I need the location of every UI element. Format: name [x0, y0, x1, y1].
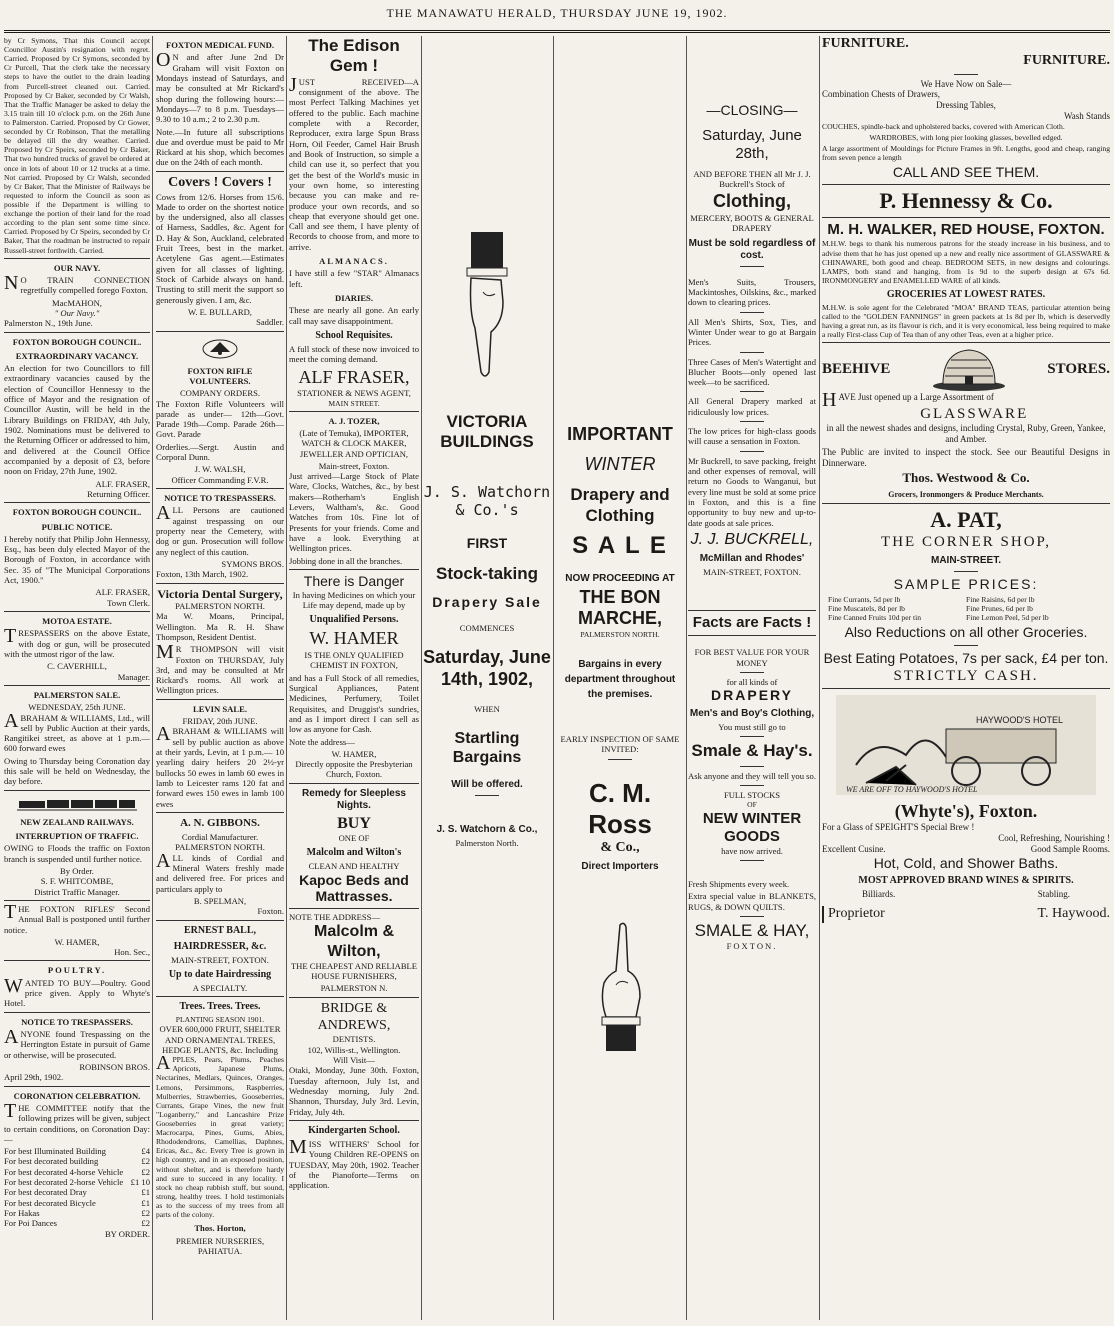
rifles-ball-sign: W. HAMER, — [54, 936, 100, 947]
navy-text: NO TRAIN CONNECTION regretfully compelled forego Foxton. — [4, 271, 150, 296]
baths: Hot, Cold, and Shower Baths. — [873, 854, 1059, 871]
coronation-heading: CORONATION CELEBRATION. — [13, 1090, 141, 1101]
navy-sign: MacMAHON, — [52, 297, 102, 308]
rifles-ball-text: THE FOXTON RIFLES' Second Annual Ball is postponed until further notice. — [4, 900, 150, 935]
prize-row — [4, 1187, 150, 1197]
prize-row — [4, 1167, 150, 1177]
poultry-text: WANTED TO BUY—Poultry. Good price given. Apply to Whyte's Hotel. — [4, 974, 150, 1009]
almanacs-heading: ALMANACS. — [319, 256, 389, 267]
bargains: Bargains in every department throughout the premises. — [564, 659, 676, 701]
poultry-heading: POULTRY. — [47, 965, 107, 976]
couches: COUCHES, spindle-back and upholstered backs, covered with American Cloth. — [822, 121, 1065, 131]
cuisine-row — [822, 844, 1110, 855]
fraser-heading: ALF FRASER, — [298, 366, 410, 387]
rifle-role: Officer Commanding F.V.R. — [171, 474, 269, 485]
cuisine: Excellent Cusine. — [822, 843, 886, 854]
railways-sub: INTERRUPTION OF TRAFFIC. — [15, 831, 139, 841]
column-7 — [822, 36, 1110, 1320]
sample-prices: SAMPLE PRICES: — [893, 575, 1039, 592]
column-rule — [819, 36, 820, 1320]
navy-heading: OUR NAVY. — [53, 262, 101, 273]
railways-role: District Traffic Manager. — [34, 886, 120, 897]
bridge-will: Will Visit— — [333, 1055, 375, 1065]
edison-heading: The Edison Gem ! — [308, 36, 400, 76]
walker-text: M.H.W. begs to thank his numerous patrons for the steady increase in his business, and to advise them that he has just opened up a new and really nice assortment of GLASSWARE & CHINAWARE, both good and cheap. BEDROOM SETS, in new designs and colourings. LAMPS, both stand and hanging, from 1s 9d to the superb design at 67s 6d. IRONMONGERY and ENAMELLED WARE of all kinds. — [822, 239, 1110, 285]
school-text: A full stock of these now invoiced to meet the coming demand. — [289, 343, 419, 365]
prize-label: For best decorated building — [4, 1156, 99, 1167]
column-rule — [286, 36, 287, 1320]
important: IMPORTANT — [567, 424, 673, 444]
vacancy-sign: ALF. FRASER, — [95, 478, 150, 489]
school-heading: School Requisites. — [315, 329, 393, 341]
pat: A. PAT, — [930, 506, 1002, 532]
buckrell: J. J. BUCKRELL, — [690, 530, 814, 548]
prize-row — [4, 1208, 150, 1218]
coach-illustration — [836, 695, 1096, 795]
motoa-heading: MOTOA ESTATE. — [42, 616, 112, 626]
train-icon — [17, 797, 137, 811]
bon-marche: THE BON MARCHE, — [578, 586, 662, 629]
prize-label: For best decorated Dray — [4, 1187, 87, 1198]
hamer-sign: W. HAMER, — [331, 748, 377, 759]
ask-anyone: Ask anyone and they will tell you so. — [688, 770, 816, 781]
masthead-rule — [4, 30, 1110, 33]
railways-heading: NEW ZEALAND RAILWAYS. — [20, 816, 134, 827]
prize-list — [4, 1146, 150, 1229]
wines: MOST APPROVED BRAND WINES & SPIRITS. — [858, 875, 1074, 887]
vacancy-role: Returning Officer. — [87, 488, 150, 499]
groceries-heading: GROCERIES AT LOWEST RATES. — [886, 288, 1046, 300]
buy-mw: Malcolm and Wilton's — [306, 847, 402, 859]
fraser-sub: STATIONER & NEWS AGENT, — [297, 388, 411, 399]
mens-boys: Men's and Boy's Clothing, — [689, 708, 815, 720]
prize-label: For best Illuminated Building — [4, 1146, 106, 1157]
mouldings: A large assortment of Mouldings for Picture Frames in 9ft. Lengths, good and cheap, ranging from seven pence a length — [822, 144, 1110, 163]
covers-heading: Covers ! Covers ! — [168, 174, 272, 190]
startling-bargains: Startling Bargains — [452, 729, 522, 766]
column-rule — [686, 36, 687, 1320]
smale-hay: Smale & Hay's. — [691, 741, 813, 761]
motoa-text: TRESPASSERS on the above Estate, with dog or gun, will be prosecuted with the utmost rigor of the law. — [4, 625, 150, 659]
watchorn: J. S. Watchorn — [423, 482, 551, 501]
railways-sign: S. F. WHITCOMBE, — [40, 876, 114, 887]
coach-banner: HAYWOOD'S HOTEL — [976, 714, 1064, 725]
now-proceeding: NOW PROCEEDING AT — [565, 572, 675, 584]
trespass-heading: NOTICE TO TRESPASSERS. — [21, 1016, 133, 1027]
mcmillan: McMillan and Rhodes' — [699, 553, 805, 565]
public-notice-heading: PUBLIC NOTICE. — [41, 521, 113, 532]
trees-season: PLANTING SEASON 1901. — [175, 1015, 265, 1025]
rifle-volunteers-heading: FOXTON RIFLE VOLUNTEERS. — [187, 365, 253, 386]
borough-heading-2: FOXTON BOROUGH COUNCIL. — [12, 507, 142, 518]
low-prices: The low prices for high-class goods will cause a sensation in Foxton. — [688, 426, 816, 447]
watchorn-2: & Co.'s — [455, 500, 519, 519]
wash-stands: Wash Stands — [1063, 110, 1110, 121]
palmerston-sale-text: ABRAHAM & WILLIAMS, Ltd., will sell by Public Auction at their yards, Rangitikei street, as above at 1 p.m.— 600 forward ewes — [4, 709, 150, 754]
gibbons-sign: B. SPELMAN, — [193, 895, 247, 906]
prize-row — [4, 1177, 150, 1187]
palmerston-sale-heading: PALMERSTON SALE. — [33, 689, 121, 700]
prize-row — [4, 1218, 150, 1228]
rifle-sign: J. W. WALSH, — [194, 464, 246, 475]
rifle-text: The Foxton Rifle Volunteers will parade as under— 12th—Govt. Parade 19th—Comp. Parade 26th—Govt. Parade — [156, 398, 284, 440]
borough-heading: FOXTON BOROUGH COUNCIL. — [12, 336, 142, 347]
drapery: DRAPERY — [711, 687, 793, 704]
danger-heading: There is Danger — [303, 572, 405, 589]
haywood: T. Haywood. — [1037, 906, 1110, 922]
ross: C. M. Ross — [588, 777, 652, 839]
tozer-address: Main-street, Foxton. — [318, 460, 390, 471]
vacancy-text: An election for two Councillors to fill extraordinary vacancies caused by the election of Councillor Hennessy to the office of Mayor and the resignation of Councillor Austin, will be held in the Library Buildings on FRIDAY, 4th July, 1902. Nominations must be delivered to the Returning Officer or addressed to him, and delivered at the Council Office accompanied by a deposit of £3, before noon on Friday, 27th June, 1902. — [4, 363, 150, 477]
stock-taking: Stock-taking — [435, 563, 539, 583]
medical-heading: FOXTON MEDICAL FUND. — [166, 40, 274, 50]
new-winter-goods: NEW WINTER GOODS — [702, 809, 802, 845]
whytes: (Whyte's), Foxton. — [894, 800, 1038, 821]
public-notice-role: Town Clerk. — [107, 597, 150, 608]
prize-label: For Poi Dances — [4, 1218, 57, 1229]
trees-sub: OVER 600,000 FRUIT, SHELTER AND ORNAMENTAL TREES, HEDGE PLANTS, &c. Including — [159, 1024, 281, 1055]
sample-price: Fine Lemon Peel, 5d per lb — [966, 612, 1049, 622]
rifles-ball-role: Hon. Sec., — [114, 947, 150, 958]
buy-heading: BUY — [337, 814, 371, 832]
bridge-heading: BRIDGE & ANDREWS, — [317, 1000, 391, 1033]
hamer-text: and has a Full Stock of all remedies, Surgical Appliances, Patent Medicines, Perfumery, Toilet Requisites, and Druggist's sundries, and as I import direct I can sell as low as anyone for Cash. — [289, 672, 419, 735]
main-street: MAIN-STREET. — [931, 554, 1001, 566]
prize-label: For best decorated 2-horse Vehicle — [4, 1177, 124, 1188]
prize-row — [4, 1146, 150, 1156]
chests: Combination Chests of Drawers, — [822, 89, 940, 100]
palmerston-sale-date: WEDNESDAY, 25th JUNE. — [28, 702, 126, 713]
column-4 — [423, 36, 551, 1320]
diaries-heading: DIARIES. — [335, 293, 373, 304]
speights: For a Glass of SPEIGHT'S Special Brew ! — [822, 822, 975, 833]
closing-date: Saturday, June 28th, — [702, 126, 802, 162]
almanacs-text: I have still a few "STAR" Almanacs left. — [289, 268, 419, 289]
column-2 — [156, 36, 284, 1320]
hamer-address: Directly opposite the Presbyterian Church, Foxton. — [295, 759, 413, 780]
rifle-orderlies: Orderlies.—Sergt. Austin and Corporal Dunn. — [156, 441, 284, 463]
mercery: MERCERY, BOOTS & GENERAL DRAPERY — [690, 213, 814, 234]
column-1 — [4, 36, 150, 1320]
fraser-address: MAIN STREET. — [328, 398, 380, 408]
dental-heading: Victoria Dental Surgery, — [157, 586, 283, 601]
trespass-date-2: Foxton, 13th March, 1902. — [156, 569, 249, 580]
prize-label: For Hakas — [4, 1208, 40, 1218]
bridge-text: Otaki, Monday, June 30th. Foxton, Tuesday afternoon, July 1st, and Wednesday morning, July 2nd. Shannon, Thursday, July 3rd. Levin, Friday, July 4th. — [289, 1065, 419, 1117]
mw-address: PALMERSTON N. — [320, 983, 388, 994]
shirts: All Men's Shirts, Sox, Ties, and Winter Under wear to go at Bargain Prices. — [688, 316, 816, 348]
regardless: Must be sold regardless of cost. — [688, 237, 816, 261]
column-3 — [289, 36, 419, 1320]
levin-date: FRIDAY, 20th JUNE. — [182, 716, 258, 727]
coronation-text: THE COMMITTEE notify that the following prizes will be given, subject to certain conditions, on Coronation Day:— — [4, 1099, 150, 1144]
drapery-sale: Drapery Sale — [432, 593, 542, 610]
dental-text: Ma W. Moans, Principal, Wellington. Ma R. H. Shaw Thompson, Resident Dentist. — [156, 611, 284, 642]
hamer-note: Note the address— — [289, 736, 355, 747]
wardrobes: WARDROBES, with long pier looking glasses, bevelled edged. — [869, 132, 1063, 142]
buy-note: NOTE THE ADDRESS— — [289, 912, 381, 923]
moa-text: M.H.W. is sole agent for the Celebrated "MOA" BRAND TEAS, particular attention being called to the "GOLDEN FANNINGS" in green packets at 1s 8d per lb, which is deservedly having a great run, as its flavour is rich, and it is very economical, less being required to make a really First-class Cup of Tea than of any other Teas, even at a higher price. — [822, 302, 1110, 340]
shades: in all the newest shades and designs, including Crystal, Ruby, Green, Yankee, and Amber. — [826, 423, 1106, 444]
mw-sub: THE CHEAPEST AND RELIABLE HOUSE FURNISHERS, — [290, 960, 418, 982]
ball-address: MAIN-STREET, FOXTON. — [171, 954, 269, 965]
general: All General Drapery marked at ridiculously low prices. — [688, 396, 816, 417]
price-grid — [822, 593, 1110, 624]
tozer-heading: A. J. TOZER, — [328, 415, 380, 426]
medical-note: Note.—In future all subscriptions due and overdue must be paid to Mr Rickard at his shop, which becomes due on the 24th of each month. — [156, 126, 284, 168]
still-go: You must still go to — [718, 722, 786, 733]
ball-heading: ERNEST BALL, — [183, 924, 257, 936]
ball-tag: Up to date Hairdressing — [168, 968, 272, 980]
mcmillan-address: MAIN-STREET, FOXTON. — [703, 567, 801, 578]
trespass-text-2: ALL Persons are cautioned against trespassing on our property near the Cemetery, with dog or gun. Prosecution will follow any neglect of this caution. — [156, 502, 284, 557]
bon-place: PALMERSTON NORTH. — [580, 629, 660, 639]
public-notice-text: I hereby notify that Philip John Hennessy, Esq., has been duly elected Mayor of the Borough of Foxton, in accordance with Sec. 35 of "The Municipal Corporations Act, 1900." — [4, 533, 150, 586]
palmerston-sale-note: Owing to Thursday being Coronation day this sale will be held on Wednesday, the day before. — [4, 755, 150, 787]
stabling: Stabling. — [1037, 889, 1070, 900]
cool: Cool, Refreshing, Nourishing ! — [998, 833, 1110, 844]
buy-kapoc: Kapoc Beds and Mattrasses. — [299, 871, 409, 905]
dental-sub: PALMERSTON NORTH. — [175, 600, 265, 611]
boots: Three Cases of Men's Watertight and Blucher Boots—only opened last week—to be sacrificed. — [688, 356, 816, 388]
bridge-address: 102, Willis-st., Wellington. — [307, 1044, 401, 1055]
crest-icon — [200, 338, 240, 360]
have-arrived: have now arrived. — [721, 845, 783, 856]
buckrell-text: Mr Buckrell, to save packing, freight and other expenses of removal, will return no Goods to Wanganui, but every line must be sold at some price in Foxton, and this is a fine opportunity to buy new and up-to-date goods at sale prices. — [688, 455, 816, 528]
prize-value: £2 — [141, 1156, 150, 1167]
when: WHEN — [474, 704, 500, 715]
potatoes: Best Eating Potatoes, 7s per sack, £4 per ton. — [823, 649, 1109, 666]
dressing-tables: Dressing Tables, — [936, 100, 996, 111]
commences: COMMENCES — [459, 622, 515, 633]
prize-value: £1 10 — [130, 1177, 150, 1188]
levin-heading: LEVIN SALE. — [193, 703, 247, 714]
watchorn-sign: J. S. Watchorn & Co., — [436, 823, 538, 835]
closing: —CLOSING— — [706, 102, 798, 118]
prize-value: £1 — [141, 1187, 150, 1198]
direct-importers: Direct Importers — [581, 860, 659, 872]
beehive-row — [822, 346, 1110, 392]
furniture-2: FURNITURE. — [1023, 52, 1110, 68]
medical-text: ON and after June 2nd Dr Graham will visit Foxton on Mondays instead of Saturdays, and may be consulted at Mr Rickard's shop during the following hours:— Mondays—7 to 8 p.m. Tuesdays—9.30 to 10 a.m.; 2 to 2.30 p.m. — [156, 49, 284, 125]
westwood: Thos. Westwood & Co. — [902, 470, 1030, 486]
prize-value: £2 — [141, 1218, 150, 1229]
smale-foxton: FOXTON. — [726, 941, 778, 952]
sale-date: Saturday, June 14th, 1902, — [423, 647, 551, 689]
danger-sub: Unqualified Persons. — [309, 614, 399, 626]
smale-hay-2: SMALE & HAY, — [694, 920, 810, 940]
ball-sub: HAIRDRESSER, &c. — [173, 940, 267, 952]
sale: S A L E — [572, 531, 668, 559]
prize-label: For best decorated Bicycle — [4, 1197, 96, 1208]
gibbons-heading: A. N. GIBBONS. — [180, 816, 260, 829]
tozer-jobbing: Jobbing done in all the branches. — [289, 555, 403, 566]
navy-date: Palmerston N., 19th June. — [4, 318, 93, 329]
pointing-hand-up-icon — [590, 921, 650, 1051]
kindergarten-heading: Kindergarten School. — [308, 1124, 400, 1136]
covers-role: Saddler. — [256, 317, 284, 328]
will-be-offered: Will be offered. — [451, 778, 523, 790]
strictly-cash: STRICTLY CASH. — [893, 667, 1039, 684]
grocers: Grocers, Ironmongers & Produce Merchants. — [888, 489, 1044, 499]
trespass-sign-2: SYMONS BROS. — [221, 558, 284, 569]
prize-row — [4, 1198, 150, 1208]
prize-value: £4 — [141, 1146, 150, 1157]
ball-specialty: A SPECIALTY. — [192, 982, 248, 993]
trees-place: PAHIATUA. — [197, 1245, 243, 1256]
column-5 — [556, 36, 684, 1320]
hamer-heading: W. HAMER — [309, 628, 399, 649]
trees-heading: Trees. Trees. Trees. — [179, 1001, 261, 1013]
beehive: BEEHIVE — [822, 361, 891, 378]
billiards-row — [822, 889, 1110, 900]
gibbons-sub: Cordial Manufacturer. PALMERSTON NORTH. — [175, 832, 265, 853]
public-invited: The Public are invited to inspect the stock. See our Beautiful Designs in Dinnerware. — [822, 446, 1110, 468]
ross-2: & Co., — [600, 840, 640, 856]
best-value: FOR BEST VALUE FOR YOUR MONEY — [694, 647, 810, 668]
masthead: THE MANAWATU HERALD, THURSDAY JUNE 19, 1902. — [386, 6, 728, 20]
have-opened: HAVE Just opened up a Large Assortment of — [822, 389, 994, 412]
victoria-buildings: VICTORIA BUILDINGS — [440, 412, 534, 452]
billiards: Billiards. — [862, 889, 896, 900]
coach-caption: WE ARE OFF TO HAYWOOD'S HOTEL — [846, 784, 978, 794]
mw-heading: Malcolm & Wilton, — [313, 923, 394, 960]
first: FIRST — [466, 534, 508, 551]
edison-text: JUST RECEIVED—A consignment of the above. The most Perfect Talking Machines yet offered to the public. Each machine complete with a Recorder, Reproducer, extra large Spun Brass Horn, Oil Feeder, Camel Hair Brush and Book of Instruction, so simple a child can use it, so perfect that you get the best of the World's music in your own home, so interesting because you can make and re-produce your own records, and so cheap that everyone should get one. Call and see them, I have plenty of Records to choose from, and more to arrive. — [289, 73, 419, 252]
tozer-sub: (Late of Temuka), IMPORTER, WATCH & CLOCK MAKER, JEWELLER AND OPTICIAN, — [299, 427, 409, 459]
suits: Men's Suits, Trousers, Mackintoshes, Oilskins, &c., marked down to clearing prices. — [688, 276, 816, 308]
gibbons-role: Foxton. — [257, 906, 284, 917]
kindergarten-text: MISS WITHERS' School for Young Children RE-OPENS on TUESDAY, May 20th, 1902. Teacher of the Pianoforte—Terms on application. — [289, 1135, 419, 1191]
prize-value: £1 — [141, 1197, 150, 1208]
covers-text: Cows from 12/6. Horses from 15/6. Made to order on the shortest notice by the undersigned, also all classes of Harness, Saddles, &c. Agent for D. Hay & Son, Auckland, celebrated Fruit Trees, best in the market. Acetylene Gas agent.—Estimates given for all classes of lighting. Stock of Carbide always on hand. Trusting to still merit the support so generously given. I am, &c. — [156, 191, 284, 305]
on-sale: We Have Now on Sale— — [920, 78, 1012, 89]
coronation-by: BY ORDER. — [104, 1228, 150, 1239]
column-rule — [553, 36, 554, 1320]
trespass-sign: ROBINSON BROS. — [79, 1061, 150, 1072]
dental-visit: MR THOMPSON will visit Foxton on THURSDAY, July 3rd, and may be consulted at Mr Rickard's rooms. All work at Wellington prices. — [156, 641, 284, 696]
trees-text: APPLES, Pears, Plums, Peaches Apricots, Japanese Plums, Nectarines, Medlars, Quinces, Oranges, Lemons, Persimmons, Raspberries, Mulberries, Strawberries, Gooseberries, Currants, Grape Vines, the new fruit "Loganberry," and Lancashire Prize Gooseberries in great variety; Macrocarpa, Pines, Gums, Abies, Rhododendrons, Camellias, Daphnes, Ericas, &c., &c. Every Tree is grown in high country, and in an exposed position, without shelter, and is therefore hardy and sure to succeed in any locality. I stock no cheap rubbish stuff, but sound, strong, healthy trees. I hold testimonials as to the success of my trees from all parts of the colony. — [156, 1052, 284, 1220]
clothing: Clothing, — [713, 191, 791, 212]
prize-value: £2 — [141, 1166, 150, 1177]
full-stocks: FULL STOCKS — [723, 790, 781, 801]
navy-sign2: " Our Navy." — [54, 307, 100, 318]
company-orders: COMPANY ORDERS. — [179, 388, 261, 399]
council-minutes: by Cr Symons, That this Council accept Councillor Austin's resignation with regret. Carried. Proposed by Cr Symons, seconded by Cr Purcell, That the clerk take the necessary steps to have the outlet to the drain leading from Purcell-street cleaned out. Carried. Proposed by Cr Baker, seconded by Cr Walsh, That the Traffic Manager be asked to delay the 3.15 train till 10 o'clock p.m. on the 26th June to Palmerston. Carried. Proposed by Cr Gower, seconded by Cr Robinson, That the metalling be delayed till the dry weather. Carried. Proposed by Cr Speirs, seconded by Cr Baker, That two hundred trucks of gravel be ordered at once in lots of about 10 or 12 trucks at a time. Not carried. Proposed by Cr Walsh, seconded by Cr Baker, That the Minister of Railways be requested to inform the Council as soon as possible if the Department is willing to exchange the portion of their land for the road according to the plan sent some time since. Carried. Proposed by Cr Speirs, seconded by Cr Baker, That the roadman be instructed to repair Russell-street forthwith. Carried. — [4, 36, 150, 255]
walker-heading: M. H. WALKER, RED HOUSE, FOXTON. — [827, 221, 1105, 239]
public-notice-sign: ALF. FRASER, — [95, 587, 150, 598]
prize-label: For best decorated 4-horse Vehicle — [4, 1166, 124, 1177]
motoa-sign: C. CAVERHILL, — [47, 661, 107, 672]
prize-value: £2 — [141, 1208, 150, 1218]
drapery-clothing: Drapery and Clothing — [570, 485, 670, 525]
levin-text: ABRAHAM & WILLIAMS will sell by public auction as above at their yards, Levin, at 1 p.m.— 10 yearling dairy heifers 20 2½-yr bullocks 50 ewes in lamb 60 ewes in lamb to Leicester rams 120 fat and forward ewes 150 ewes in lamb 100 ewes — [156, 723, 284, 809]
column-rule — [152, 36, 153, 1320]
facts: Facts are Facts ! — [692, 614, 812, 632]
trees-role: PREMIER NURSERIES, — [175, 1235, 265, 1246]
proprietor: Proprietor — [828, 906, 885, 922]
tozer-text: Just arrived—Large Stock of Plate Ware, Clocks, Watches, &c., by best makers—Rotherham's English Levers, Waltham's, &c. Good Watches from 10s. Fine lot of Presents for your friends. Come and have a look. Everything at Wellington prices. — [289, 471, 419, 554]
fresh-shipments: Fresh Shipments every week. — [688, 878, 790, 889]
column-rule — [421, 36, 422, 1320]
motoa-role: Manager. — [117, 671, 150, 682]
remedy-heading: Remedy for Sleepless Nights. — [302, 787, 406, 811]
railways-text: OWING to Floods the traffic on Foxton branch is suspended until further notice. — [4, 843, 150, 864]
hamer-sub: IS THE ONLY QUALIFIED CHEMIST IN FOXTON, — [304, 650, 404, 671]
gibbons-text: ALL kinds of Cordial and Mineral Waters freshly made and delivered free. For prices and particulars apply to — [156, 849, 284, 894]
glassware: GLASSWARE — [920, 406, 1029, 423]
of: OF — [747, 800, 757, 810]
covers-sign: W. E. BULLARD, — [188, 306, 252, 317]
prize-row — [4, 1156, 150, 1166]
beehive-icon — [929, 346, 1009, 392]
trees-sign: Thos. Horton, — [194, 1223, 246, 1234]
trespass-heading-2: NOTICE TO TRESPASSERS. — [164, 493, 276, 504]
pointing-hand-icon — [457, 232, 517, 382]
corner-shop: THE CORNER SHOP, — [881, 533, 1051, 550]
call-and-see: CALL AND SEE THEM. — [892, 164, 1040, 181]
furniture-1: FURNITURE. — [822, 36, 909, 51]
trespass-text: ANYONE found Trespassing on the Herrington Estate in pursuit of Game or otherwise, will be prosecuted. — [4, 1026, 150, 1060]
danger-text: In having Medicines on which your Life may depend, made up by — [292, 589, 416, 611]
buy-sub: ONE OF — [338, 832, 370, 843]
before-text: AND BEFORE THEN all Mr J. J. Buckrell's Stock of — [693, 168, 811, 190]
watchorn-place: Palmerston North. — [455, 837, 519, 848]
column-6 — [688, 36, 816, 1320]
trespass-date: April 29th, 1902. — [4, 1072, 64, 1083]
sample-rooms: Good Sample Rooms. — [1030, 843, 1110, 854]
bridge-sub: DENTISTS. — [332, 1034, 376, 1045]
sample-price: Fine Currants, 5d per lb — [828, 594, 901, 604]
all-kinds: for all kinds of — [726, 677, 778, 688]
inspection: EARLY INSPECTION OF SAME INVITED: — [560, 734, 680, 755]
hennessy: P. Hennessy & Co. — [879, 188, 1053, 214]
extra-special: Extra special value in BLANKETS, RUGS, & DOWN QUILTS. — [688, 891, 816, 912]
sample-price: Fine Muscatels, 8d per lb — [828, 603, 905, 613]
sample-price: Fine Raisins, 6d per lb — [966, 594, 1035, 604]
sample-price: Fine Canned Fruits 10d per tin — [828, 612, 922, 622]
railways-by: By Order. — [60, 865, 94, 876]
reductions: Also Reductions on all other Groceries. — [844, 624, 1088, 641]
vacancy-heading: EXTRAORDINARY VACANCY. — [15, 350, 139, 361]
proprietor-row — [822, 906, 1110, 923]
winter: WINTER — [584, 453, 656, 474]
buy-clean: CLEAN AND HEALTHY — [308, 861, 400, 872]
sample-price: Fine Prunes, 6d per lb — [966, 603, 1033, 613]
diaries-text: These are nearly all gone. An early call may save disappointment. — [289, 305, 419, 326]
stores: STORES. — [1047, 361, 1110, 378]
